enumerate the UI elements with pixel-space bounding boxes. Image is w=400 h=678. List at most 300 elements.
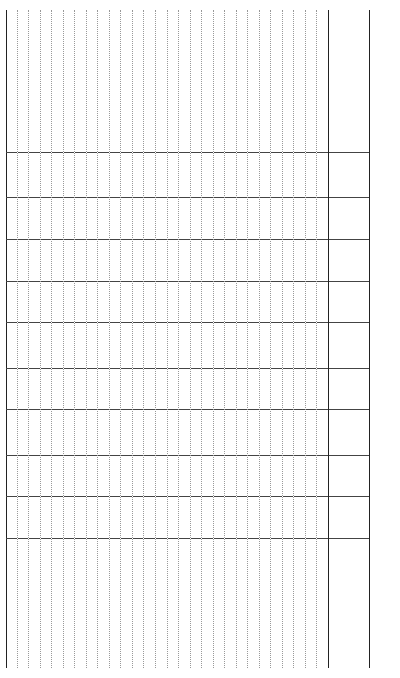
- cell-major-general: [179, 410, 190, 455]
- table-row: [63, 10, 75, 668]
- table-row: [120, 10, 132, 668]
- cell-lieut: [271, 198, 282, 240]
- cell-name: [317, 10, 328, 153]
- cell-major-general: [41, 410, 52, 455]
- cell-major-general: [248, 410, 259, 455]
- cell-captain: [225, 240, 236, 282]
- cell-major: [121, 282, 132, 324]
- cell-lieut-colonel: [29, 323, 40, 368]
- cell-remarks: [64, 539, 75, 668]
- cell-cornet: [52, 153, 63, 198]
- column-header-general: [329, 497, 369, 539]
- cell-lieut-general: [317, 456, 328, 498]
- cell-general: [202, 497, 213, 539]
- cell-general: [260, 497, 271, 539]
- cell-lieut: [98, 198, 109, 240]
- cell-colonel: [75, 369, 86, 411]
- table-row: [144, 10, 156, 668]
- cell-lieut-colonel: [202, 323, 213, 368]
- cell-major: [133, 282, 144, 324]
- cell-cornet: [237, 153, 248, 198]
- cell-lieut-colonel: [41, 323, 52, 368]
- cell-major-general: [214, 410, 225, 455]
- cell-captain: [64, 240, 75, 282]
- cell-major: [18, 282, 29, 324]
- cell-cornet: [64, 153, 75, 198]
- table-row: [305, 10, 317, 668]
- table-row: [51, 10, 63, 668]
- cell-captain: [75, 240, 86, 282]
- cell-lieut-colonel: [317, 323, 328, 368]
- cell-lieut-general: [6, 456, 17, 498]
- cell-lieut: [75, 198, 86, 240]
- cell-name: [271, 10, 282, 153]
- cell-general: [168, 497, 179, 539]
- table-row: [86, 10, 98, 668]
- cell-major: [29, 282, 40, 324]
- cell-captain: [29, 240, 40, 282]
- cell-colonel: [156, 369, 167, 411]
- cell-name: [6, 10, 17, 153]
- cell-colonel: [237, 369, 248, 411]
- cell-captain: [191, 240, 202, 282]
- cell-cornet: [29, 153, 40, 198]
- cell-captain: [237, 240, 248, 282]
- cell-major: [271, 282, 282, 324]
- cell-captain: [133, 240, 144, 282]
- cell-general: [29, 497, 40, 539]
- cell-major-general: [29, 410, 40, 455]
- cell-lieut: [87, 198, 98, 240]
- cell-colonel: [29, 369, 40, 411]
- cell-colonel: [98, 369, 109, 411]
- cell-general: [156, 497, 167, 539]
- cell-remarks: [294, 539, 305, 668]
- cell-major: [260, 282, 271, 324]
- cell-remarks: [121, 539, 132, 668]
- cell-major: [75, 282, 86, 324]
- cell-captain: [145, 240, 156, 282]
- cell-remarks: [237, 539, 248, 668]
- cell-general: [225, 497, 236, 539]
- cell-lieut-colonel: [52, 323, 63, 368]
- cell-captain: [317, 240, 328, 282]
- cell-general: [294, 497, 305, 539]
- cell-lieut-general: [202, 456, 213, 498]
- cell-cornet: [41, 153, 52, 198]
- cell-major: [179, 282, 190, 324]
- cell-major-general: [317, 410, 328, 455]
- cell-major-general: [202, 410, 213, 455]
- cell-general: [121, 497, 132, 539]
- cell-lieut: [248, 198, 259, 240]
- cell-major-general: [6, 410, 17, 455]
- cell-cornet: [225, 153, 236, 198]
- cell-cornet: [121, 153, 132, 198]
- cell-lieut-colonel: [110, 323, 121, 368]
- cell-lieut-general: [306, 456, 317, 498]
- cell-major-general: [294, 410, 305, 455]
- cell-colonel: [64, 369, 75, 411]
- cell-captain: [6, 240, 17, 282]
- cell-general: [237, 497, 248, 539]
- cell-name: [156, 10, 167, 153]
- page-header: [376, 10, 394, 668]
- table-row: [247, 10, 259, 668]
- cell-name: [214, 10, 225, 153]
- cell-colonel: [294, 369, 305, 411]
- cell-lieut-general: [29, 456, 40, 498]
- cell-lieut-general: [87, 456, 98, 498]
- cell-captain: [294, 240, 305, 282]
- cell-lieut: [29, 198, 40, 240]
- cell-colonel: [271, 369, 282, 411]
- cell-lieut-general: [75, 456, 86, 498]
- table-row: [213, 10, 225, 668]
- cell-captain: [168, 240, 179, 282]
- cell-remarks: [145, 539, 156, 668]
- column-header-row: [328, 10, 369, 668]
- cell-captain: [214, 240, 225, 282]
- cell-general: [6, 497, 17, 539]
- cell-name: [52, 10, 63, 153]
- column-header-lieut-general: [329, 456, 369, 498]
- cell-remarks: [271, 539, 282, 668]
- cell-lieut-general: [41, 456, 52, 498]
- cell-colonel: [110, 369, 121, 411]
- cell-major: [237, 282, 248, 324]
- cell-lieut: [18, 198, 29, 240]
- cell-cornet: [179, 153, 190, 198]
- cell-name: [237, 10, 248, 153]
- cell-major: [6, 282, 17, 324]
- cell-lieut-general: [156, 456, 167, 498]
- column-header-lieut-colonel: [329, 323, 369, 368]
- cell-general: [145, 497, 156, 539]
- cell-lieut: [191, 198, 202, 240]
- cell-captain: [260, 240, 271, 282]
- table-row: [132, 10, 144, 668]
- cell-lieut: [306, 198, 317, 240]
- cell-major-general: [168, 410, 179, 455]
- table-row: [74, 10, 86, 668]
- cell-colonel: [133, 369, 144, 411]
- table-row: [28, 10, 40, 668]
- cell-captain: [271, 240, 282, 282]
- cell-lieut: [41, 198, 52, 240]
- cell-name: [145, 10, 156, 153]
- cell-lieut-general: [133, 456, 144, 498]
- cell-major: [98, 282, 109, 324]
- cell-remarks: [156, 539, 167, 668]
- column-header-major: [329, 282, 369, 324]
- cell-captain: [156, 240, 167, 282]
- cell-general: [214, 497, 225, 539]
- cell-remarks: [214, 539, 225, 668]
- cell-major-general: [145, 410, 156, 455]
- cell-lieut-colonel: [18, 323, 29, 368]
- cell-captain: [283, 240, 294, 282]
- cell-remarks: [260, 539, 271, 668]
- cell-lieut-general: [52, 456, 63, 498]
- cell-cornet: [156, 153, 167, 198]
- cell-lieut: [52, 198, 63, 240]
- cell-colonel: [168, 369, 179, 411]
- table-row: [259, 10, 271, 668]
- cell-lieut: [133, 198, 144, 240]
- cell-major: [214, 282, 225, 324]
- cell-remarks: [168, 539, 179, 668]
- table-row: [40, 10, 52, 668]
- cell-major: [64, 282, 75, 324]
- cell-major-general: [283, 410, 294, 455]
- cell-remarks: [41, 539, 52, 668]
- cell-captain: [41, 240, 52, 282]
- cell-major-general: [75, 410, 86, 455]
- cell-lieut-general: [145, 456, 156, 498]
- cell-lieut: [179, 198, 190, 240]
- cell-captain: [306, 240, 317, 282]
- table-row: [224, 10, 236, 668]
- cell-cornet: [75, 153, 86, 198]
- cell-colonel: [248, 369, 259, 411]
- cell-major: [168, 282, 179, 324]
- column-header-cornet: [329, 153, 369, 198]
- cell-major: [41, 282, 52, 324]
- table-row: [97, 10, 109, 668]
- cell-captain: [52, 240, 63, 282]
- cell-colonel: [306, 369, 317, 411]
- table-row: [282, 10, 294, 668]
- cell-major-general: [121, 410, 132, 455]
- cell-lieut-colonel: [283, 323, 294, 368]
- cell-general: [87, 497, 98, 539]
- cell-lieut-general: [294, 456, 305, 498]
- cell-colonel: [202, 369, 213, 411]
- cell-remarks: [133, 539, 144, 668]
- cell-lieut-colonel: [237, 323, 248, 368]
- cell-name: [260, 10, 271, 153]
- cell-major: [248, 282, 259, 324]
- cell-captain: [179, 240, 190, 282]
- cell-cornet: [145, 153, 156, 198]
- cell-cornet: [110, 153, 121, 198]
- cell-general: [306, 497, 317, 539]
- cell-general: [191, 497, 202, 539]
- table-row: [190, 10, 202, 668]
- cell-cornet: [133, 153, 144, 198]
- cell-general: [18, 497, 29, 539]
- cell-colonel: [317, 369, 328, 411]
- cell-colonel: [52, 369, 63, 411]
- column-header-captain: [329, 240, 369, 282]
- cell-lieut-general: [283, 456, 294, 498]
- cell-general: [110, 497, 121, 539]
- column-header-major-general: [329, 410, 369, 455]
- cell-lieut-colonel: [64, 323, 75, 368]
- cell-name: [64, 10, 75, 153]
- cell-remarks: [75, 539, 86, 668]
- cell-lieut-general: [98, 456, 109, 498]
- cell-major-general: [306, 410, 317, 455]
- cell-name: [98, 10, 109, 153]
- cell-colonel: [18, 369, 29, 411]
- cell-general: [75, 497, 86, 539]
- cell-cornet: [168, 153, 179, 198]
- cell-lieut-general: [179, 456, 190, 498]
- cell-lieut-colonel: [294, 323, 305, 368]
- cell-captain: [110, 240, 121, 282]
- cell-lieut: [6, 198, 17, 240]
- cell-major: [110, 282, 121, 324]
- cell-lieut: [156, 198, 167, 240]
- cell-lieut-colonel: [87, 323, 98, 368]
- cell-major: [202, 282, 213, 324]
- table-row: [109, 10, 121, 668]
- cell-name: [179, 10, 190, 153]
- cell-lieut-general: [237, 456, 248, 498]
- cell-general: [317, 497, 328, 539]
- cell-captain: [18, 240, 29, 282]
- cell-major-general: [133, 410, 144, 455]
- column-header-colonel: [329, 369, 369, 411]
- cell-major-general: [87, 410, 98, 455]
- cell-colonel: [87, 369, 98, 411]
- cell-lieut: [237, 198, 248, 240]
- cell-major: [52, 282, 63, 324]
- cell-lieut: [283, 198, 294, 240]
- cell-major-general: [271, 410, 282, 455]
- cell-major: [145, 282, 156, 324]
- cell-cornet: [98, 153, 109, 198]
- cell-captain: [121, 240, 132, 282]
- cell-general: [283, 497, 294, 539]
- cell-lieut-general: [214, 456, 225, 498]
- cell-name: [133, 10, 144, 153]
- cell-colonel: [214, 369, 225, 411]
- cell-remarks: [6, 539, 17, 668]
- table-row: [178, 10, 190, 668]
- cell-lieut: [317, 198, 328, 240]
- cell-lieut-colonel: [191, 323, 202, 368]
- cell-lieut-colonel: [260, 323, 271, 368]
- cell-major: [306, 282, 317, 324]
- cell-name: [248, 10, 259, 153]
- cell-general: [64, 497, 75, 539]
- cell-major-general: [52, 410, 63, 455]
- cell-colonel: [145, 369, 156, 411]
- officer-ledger-table: [6, 10, 370, 668]
- cell-lieut: [110, 198, 121, 240]
- table-row: [167, 10, 179, 668]
- cell-remarks: [191, 539, 202, 668]
- cell-lieut-general: [248, 456, 259, 498]
- cell-colonel: [260, 369, 271, 411]
- cell-remarks: [52, 539, 63, 668]
- cell-major-general: [191, 410, 202, 455]
- cell-lieut: [202, 198, 213, 240]
- cell-name: [283, 10, 294, 153]
- column-header-lieut: [329, 198, 369, 240]
- cell-lieut-general: [225, 456, 236, 498]
- cell-lieut: [168, 198, 179, 240]
- column-header-name: [329, 10, 369, 153]
- cell-general: [41, 497, 52, 539]
- table-row: [201, 10, 213, 668]
- cell-lieut-colonel: [271, 323, 282, 368]
- cell-colonel: [283, 369, 294, 411]
- cell-major: [283, 282, 294, 324]
- cell-lieut-general: [64, 456, 75, 498]
- cell-general: [271, 497, 282, 539]
- cell-lieut-colonel: [6, 323, 17, 368]
- cell-major: [87, 282, 98, 324]
- cell-cornet: [87, 153, 98, 198]
- cell-colonel: [191, 369, 202, 411]
- cell-name: [18, 10, 29, 153]
- cell-general: [133, 497, 144, 539]
- cell-major-general: [18, 410, 29, 455]
- cell-remarks: [248, 539, 259, 668]
- cell-name: [41, 10, 52, 153]
- table-row: [270, 10, 282, 668]
- cell-cornet: [317, 153, 328, 198]
- cell-lieut-colonel: [168, 323, 179, 368]
- cell-lieut-colonel: [75, 323, 86, 368]
- cell-major-general: [98, 410, 109, 455]
- cell-colonel: [225, 369, 236, 411]
- cell-lieut-colonel: [145, 323, 156, 368]
- cell-lieut: [121, 198, 132, 240]
- cell-major-general: [110, 410, 121, 455]
- cell-lieut-general: [271, 456, 282, 498]
- cell-major-general: [225, 410, 236, 455]
- cell-general: [248, 497, 259, 539]
- cell-cornet: [294, 153, 305, 198]
- table-row: [6, 10, 17, 668]
- cell-remarks: [202, 539, 213, 668]
- cell-lieut-colonel: [248, 323, 259, 368]
- cell-lieut: [64, 198, 75, 240]
- cell-name: [306, 10, 317, 153]
- table-row: [17, 10, 29, 668]
- cell-general: [179, 497, 190, 539]
- cell-cornet: [202, 153, 213, 198]
- ledger-rows: [6, 10, 328, 668]
- cell-captain: [202, 240, 213, 282]
- cell-lieut-colonel: [179, 323, 190, 368]
- cell-captain: [87, 240, 98, 282]
- cell-lieut-general: [110, 456, 121, 498]
- cell-lieut-general: [191, 456, 202, 498]
- cell-major-general: [260, 410, 271, 455]
- cell-lieut-general: [121, 456, 132, 498]
- column-header-remarks: [329, 539, 369, 668]
- cell-lieut: [145, 198, 156, 240]
- cell-name: [191, 10, 202, 153]
- cell-general: [98, 497, 109, 539]
- cell-major-general: [64, 410, 75, 455]
- cell-cornet: [6, 153, 17, 198]
- cell-cornet: [248, 153, 259, 198]
- cell-name: [202, 10, 213, 153]
- table-row: [236, 10, 248, 668]
- cell-name: [121, 10, 132, 153]
- cell-cornet: [18, 153, 29, 198]
- cell-remarks: [225, 539, 236, 668]
- cell-name: [87, 10, 98, 153]
- cell-name: [168, 10, 179, 153]
